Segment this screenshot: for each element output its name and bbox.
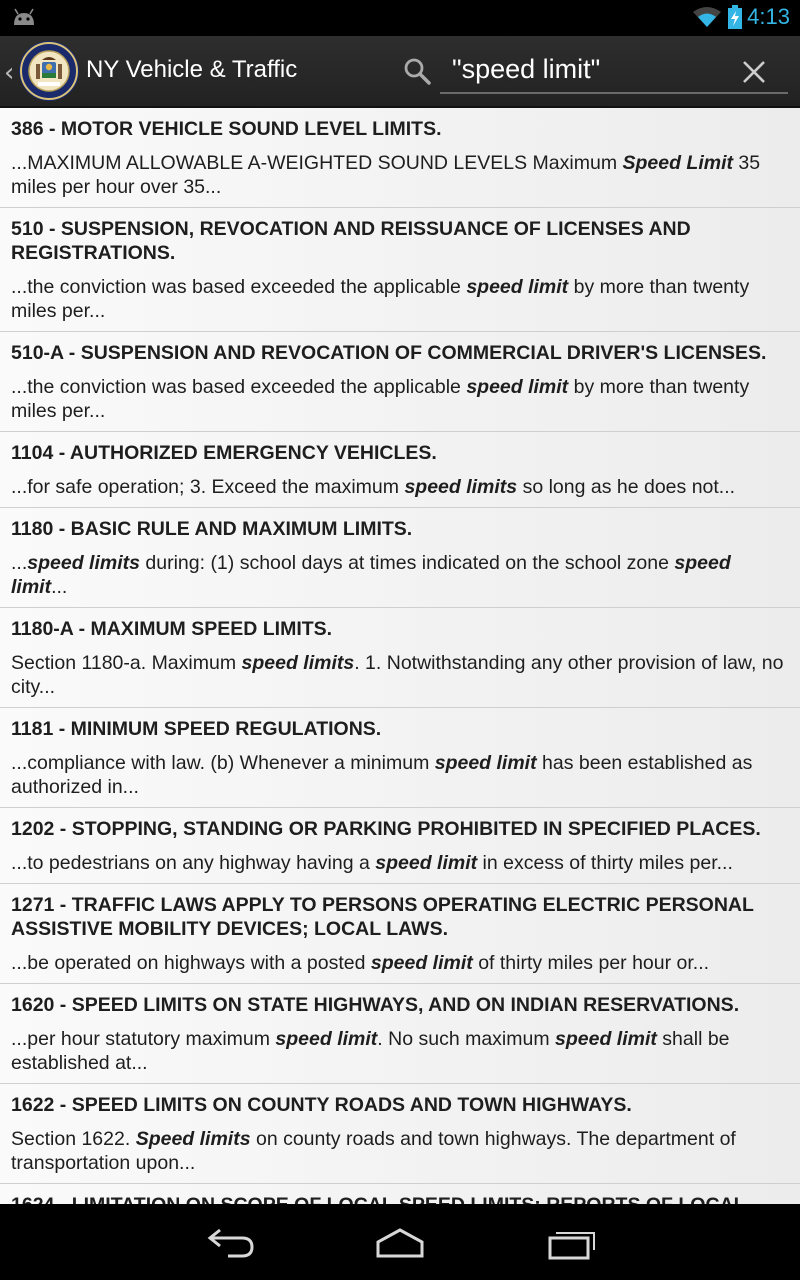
search-term-highlight: speed limit [370, 952, 473, 974]
snippet-text: ... [51, 576, 68, 598]
search-query-text[interactable]: "speed limit" [452, 54, 601, 84]
result-title: 1622 - SPEED LIMITS ON COUNTY ROADS AND TOWN HIGHWAYS. [11, 1094, 632, 1116]
search-icon[interactable] [402, 56, 432, 86]
result-item[interactable] [0, 108, 800, 208]
up-caret-icon[interactable]: ‹ [4, 58, 15, 88]
result-title: 1271 - TRAFFIC LAWS APPLY TO PERSONS OPERATING ELECTRIC PERSONAL ASSISTIVE MOBILITY DEVICES; LOCAL LAWS. [11, 894, 754, 940]
result-item[interactable] [0, 708, 800, 808]
snippet-text: so long as he does not... [517, 476, 736, 498]
status-clock: 4:13 [747, 4, 790, 29]
ny-seal-icon[interactable] [18, 40, 80, 102]
navigation-bar [0, 1204, 800, 1280]
search-term-highlight: speed limits [404, 476, 518, 498]
snippet-text: . No such maximum [377, 1028, 556, 1050]
status-bar [0, 0, 800, 36]
wifi-icon [692, 6, 722, 28]
snippet-text: ...to pedestrians on any highway having a [11, 852, 376, 874]
search-term-highlight: speed limit [375, 852, 478, 874]
result-title: 1202 - STOPPING, STANDING OR PARKING PROHIBITED IN SPECIFIED PLACES. [11, 818, 761, 840]
result-item[interactable] [0, 808, 800, 884]
snippet-text: . 1. Notwithstanding any other provision of law, no city... [11, 652, 784, 698]
result-title: 386 - MOTOR VEHICLE SOUND LEVEL LIMITS. [11, 118, 442, 140]
result-title: 1180-A - MAXIMUM SPEED LIMITS. [11, 618, 333, 640]
result-snippet [11, 151, 788, 199]
search-term-highlight: speed limit [11, 552, 731, 598]
result-title: 1104 - AUTHORIZED EMERGENCY VEHICLES. [11, 442, 437, 464]
clear-icon[interactable] [742, 60, 766, 84]
search-results-list[interactable] [0, 108, 800, 1204]
result-item[interactable] [0, 608, 800, 708]
result-snippet [11, 651, 788, 699]
result-title: 1620 - SPEED LIMITS ON STATE HIGHWAYS, AND ON INDIAN RESERVATIONS. [11, 994, 740, 1016]
snippet-text: ...the conviction was based exceeded the applicable [11, 276, 467, 298]
result-snippet [11, 751, 788, 799]
result-item[interactable] [0, 432, 800, 508]
snippet-text: in excess of thirty miles per... [477, 852, 733, 874]
android-icon [12, 7, 36, 27]
snippet-text: Section 1180-a. Maximum [11, 652, 242, 674]
snippet-text: ... [11, 552, 28, 574]
snippet-text: on county roads and town highways. The department of transportation upon... [11, 1128, 736, 1174]
snippet-text: ...for safe operation; 3. Exceed the maximum [11, 476, 405, 498]
search-term-highlight: speed limits [241, 652, 355, 674]
back-icon[interactable] [206, 1224, 256, 1260]
result-item[interactable] [0, 984, 800, 1084]
search-term-highlight: speed limit [434, 752, 537, 774]
result-item[interactable] [0, 1084, 800, 1184]
result-title: 510 - SUSPENSION, REVOCATION AND REISSUANCE OF LICENSES AND REGISTRATIONS. [11, 218, 691, 264]
snippet-text: ...per hour statutory maximum [11, 1028, 276, 1050]
snippet-text: 35 miles per hour over 35... [11, 152, 761, 198]
result-item[interactable] [0, 332, 800, 432]
result-item[interactable] [0, 208, 800, 332]
result-title: 1181 - MINIMUM SPEED REGULATIONS. [11, 718, 382, 740]
result-title: 1180 - BASIC RULE AND MAXIMUM LIMITS. [11, 518, 413, 540]
search-term-highlight: speed limits [27, 552, 140, 574]
search-input[interactable] [440, 50, 788, 94]
result-snippet [11, 375, 788, 423]
home-icon[interactable] [375, 1224, 425, 1260]
app-title: NY Vehicle & Traffic [86, 56, 298, 83]
snippet-text: by more than twenty miles per... [11, 376, 750, 422]
result-item[interactable] [0, 884, 800, 984]
search-term-highlight: speed limit [555, 1028, 657, 1050]
snippet-text: ...compliance with law. (b) Whenever a minimum [11, 752, 435, 774]
battery-charging-icon [728, 5, 742, 29]
snippet-text: shall be established at... [11, 1028, 730, 1074]
snippet-text: Section 1622. [11, 1128, 136, 1150]
snippet-text: by more than twenty miles per... [11, 276, 750, 322]
snippet-text: ...be operated on highways with a posted [11, 952, 371, 974]
result-item[interactable] [0, 508, 800, 608]
result-snippet [11, 551, 788, 599]
search-term-highlight: speed limit [466, 276, 569, 298]
result-title: 510-A - SUSPENSION AND REVOCATION OF COMMERCIAL DRIVER'S LICENSES. [11, 342, 767, 364]
snippet-text: has been established as authorized in... [11, 752, 753, 798]
result-snippet [11, 475, 788, 499]
search-term-highlight: speed limit [466, 376, 569, 398]
snippet-text: ...MAXIMUM ALLOWABLE A-WEIGHTED SOUND LEVELS Maximum [11, 152, 623, 174]
recent-apps-icon[interactable] [546, 1224, 596, 1260]
result-snippet [11, 851, 788, 875]
search-term-highlight: Speed Limit [622, 152, 734, 174]
search-term-highlight: Speed limits [135, 1128, 251, 1150]
result-snippet [11, 275, 788, 323]
result-snippet [11, 1027, 788, 1075]
snippet-text: during: (1) school days at times indicated on the school zone [139, 552, 675, 574]
search-term-highlight: speed limit [275, 1028, 378, 1050]
result-snippet [11, 951, 788, 975]
snippet-text: ...the conviction was based exceeded the applicable [11, 376, 467, 398]
snippet-text: of thirty miles per hour or... [472, 952, 710, 974]
result-snippet [11, 1127, 788, 1175]
action-bar [0, 36, 800, 108]
